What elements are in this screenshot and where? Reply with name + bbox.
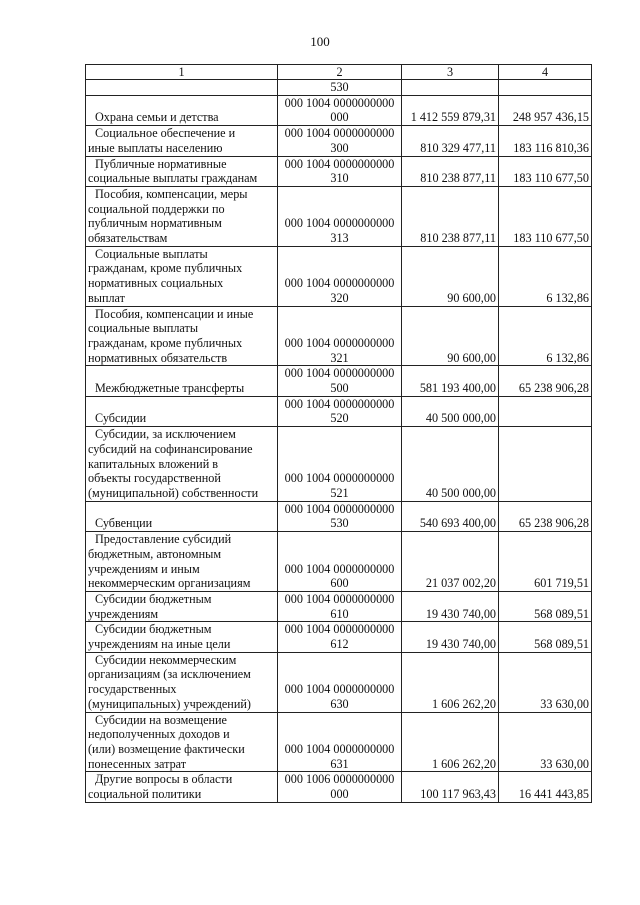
- row-name-cell: [86, 246, 278, 306]
- row-code-line: 310: [330, 171, 349, 186]
- row-code-line: 000 1004 0000000000: [284, 501, 395, 516]
- row-code-line: 000 1004 0000000000: [284, 591, 395, 606]
- row-name-line: Субсидии бюджетным: [95, 591, 212, 606]
- row-amount-col3: 581 193 400,00: [402, 366, 499, 396]
- table-row: [86, 591, 592, 621]
- row-name-cell: [86, 652, 278, 712]
- row-name-line: капитальных вложений в: [88, 456, 219, 471]
- row-code-cell: [278, 532, 402, 592]
- row-name-line: Предоставление субсидий: [95, 532, 232, 547]
- row-amount-col3: 810 329 477,11: [402, 126, 499, 156]
- row-name-line: бюджетным, автономным: [88, 546, 222, 561]
- row-code-cell: [278, 156, 402, 186]
- row-name-cell: [86, 126, 278, 156]
- table-row: [86, 246, 592, 306]
- row-code-line: 000 1004 0000000000: [284, 216, 395, 231]
- table-row: [86, 126, 592, 156]
- row-amount-col3: 90 600,00: [402, 306, 499, 366]
- row-name-line: Субсидии на возмещение: [95, 712, 227, 727]
- row-code-line: 000: [330, 110, 349, 125]
- row-code-line: 313: [330, 231, 349, 246]
- table-row: [86, 396, 592, 426]
- row-name-cell: [86, 622, 278, 652]
- row-name-cell: [86, 591, 278, 621]
- row-code-cell: [278, 246, 402, 306]
- table-row: [86, 532, 592, 592]
- table-row: [86, 186, 592, 246]
- row-name-cell: [86, 427, 278, 502]
- row-code-cell: [278, 622, 402, 652]
- row-name-line: социальной политики: [88, 787, 202, 802]
- row-name-line: Социальное обеспечение и: [95, 126, 236, 141]
- row-name-line: Субсидии, за исключением: [95, 427, 236, 442]
- row-code-cell: [278, 501, 402, 531]
- row-amount-col4: 33 630,00: [499, 652, 592, 712]
- row-code-line: 612: [330, 637, 349, 652]
- row-name-line: организациям (за исключением: [88, 667, 251, 682]
- table-row: [86, 366, 592, 396]
- table-row: [86, 501, 592, 531]
- column-header: 3: [402, 65, 499, 80]
- row-name-cell: [86, 366, 278, 396]
- row-name-line: нормативных обязательств: [88, 350, 228, 365]
- row-name-line: Субсидии бюджетным: [95, 622, 212, 637]
- row-code-line: 000 1004 0000000000: [284, 335, 395, 350]
- row-name-line: Охрана семьи и детства: [95, 110, 219, 125]
- row-code-cell: [278, 427, 402, 502]
- row-code-cell: [278, 396, 402, 426]
- row-amount-col3: 21 037 002,20: [402, 532, 499, 592]
- row-code-cell: [278, 366, 402, 396]
- table-row: [86, 156, 592, 186]
- row-name-line: гражданам, кроме публичных: [88, 335, 243, 350]
- row-code-cell: [278, 126, 402, 156]
- table-row: [86, 95, 592, 125]
- row-name-line: Социальные выплаты: [95, 246, 208, 261]
- row-code-line: 631: [330, 756, 349, 771]
- row-code-line: 321: [330, 350, 349, 365]
- table-row: [86, 652, 592, 712]
- row-name-line: Субвенции: [95, 516, 153, 531]
- row-name-line: Межбюджетные трансферты: [95, 381, 245, 396]
- table-row: [86, 80, 592, 96]
- row-amount-col4: [499, 396, 592, 426]
- row-name-line: гражданам, кроме публичных: [88, 261, 243, 276]
- row-code-line: 000 1004 0000000000: [284, 366, 395, 381]
- row-code-line: 610: [330, 606, 349, 621]
- row-name-line: (муниципальных) учреждений): [88, 696, 251, 711]
- row-code-cell: [278, 80, 402, 96]
- row-name-line: объекты государственной: [88, 471, 221, 486]
- row-code-line: 530: [330, 80, 349, 94]
- row-name-cell: [86, 712, 278, 772]
- row-amount-col3: 810 238 877,11: [402, 186, 499, 246]
- row-amount-col4: 16 441 443,85: [499, 772, 592, 802]
- row-name-cell: [86, 306, 278, 366]
- row-code-line: 000 1004 0000000000: [284, 741, 395, 756]
- row-name-line: выплат: [88, 290, 125, 305]
- row-name-line: социальной поддержки по: [88, 201, 225, 216]
- row-name-line: Пособия, компенсации и иные: [95, 306, 254, 321]
- row-code-line: 000 1004 0000000000: [284, 471, 395, 486]
- row-name-line: недополученных доходов и: [88, 727, 230, 742]
- row-code-cell: [278, 591, 402, 621]
- row-name-cell: [86, 186, 278, 246]
- row-name-line: социальные выплаты гражданам: [88, 171, 258, 186]
- row-amount-col4: [499, 80, 592, 96]
- row-name-line: Публичные нормативные: [95, 156, 227, 171]
- row-code-line: 000 1004 0000000000: [284, 561, 395, 576]
- row-amount-col4: 183 110 677,50: [499, 186, 592, 246]
- column-header: 4: [499, 65, 592, 80]
- row-code-line: 000 1004 0000000000: [284, 126, 395, 141]
- row-amount-col3: [402, 80, 499, 96]
- row-code-cell: [278, 772, 402, 802]
- row-code-cell: [278, 95, 402, 125]
- row-amount-col4: 183 116 810,36: [499, 126, 592, 156]
- row-name-line: публичным нормативным: [88, 216, 222, 231]
- row-code-line: 000 1004 0000000000: [284, 276, 395, 291]
- row-amount-col4: 248 957 436,15: [499, 95, 592, 125]
- budget-table: [85, 64, 592, 803]
- row-name-cell: [86, 95, 278, 125]
- row-name-cell: [86, 532, 278, 592]
- row-amount-col4: 65 238 906,28: [499, 366, 592, 396]
- row-name-line: социальные выплаты: [88, 321, 199, 336]
- row-amount-col4: 33 630,00: [499, 712, 592, 772]
- row-name-line: учреждениям на иные цели: [88, 637, 231, 652]
- row-amount-col3: 40 500 000,00: [402, 427, 499, 502]
- row-amount-col3: 540 693 400,00: [402, 501, 499, 531]
- row-amount-col3: 19 430 740,00: [402, 622, 499, 652]
- row-amount-col4: [499, 427, 592, 502]
- row-name-line: нормативных социальных: [88, 276, 224, 291]
- row-code-cell: [278, 712, 402, 772]
- row-name-line: Субсидии некоммерческим: [95, 652, 237, 667]
- row-code-line: 000 1004 0000000000: [284, 396, 395, 411]
- row-code-line: 530: [330, 516, 349, 531]
- row-code-line: 600: [330, 576, 349, 591]
- table-row: [86, 622, 592, 652]
- row-code-line: 000 1006 0000000000: [284, 772, 395, 787]
- row-name-line: (или) возмещение фактически: [88, 741, 245, 756]
- row-amount-col3: 90 600,00: [402, 246, 499, 306]
- row-name-line: учреждениям и иным: [88, 561, 200, 576]
- row-code-line: 500: [330, 381, 349, 396]
- row-code-line: 520: [330, 411, 349, 426]
- row-name-line: понесенных затрат: [88, 756, 187, 771]
- row-name-line: государственных: [88, 682, 177, 697]
- column-header: 1: [86, 65, 278, 80]
- row-name-line: иные выплаты населению: [88, 140, 223, 155]
- row-name-line: Пособия, компенсации, меры: [95, 186, 248, 201]
- table-row: [86, 712, 592, 772]
- row-amount-col4: 568 089,51: [499, 591, 592, 621]
- table-row: [86, 772, 592, 802]
- row-name-line: учреждениям: [88, 606, 159, 621]
- row-code-line: 000: [330, 787, 349, 802]
- row-amount-col4: 6 132,86: [499, 306, 592, 366]
- row-code-line: 000 1004 0000000000: [284, 156, 395, 171]
- row-name-cell: [86, 501, 278, 531]
- row-name-line: Субсидии: [95, 411, 147, 426]
- row-amount-col3: 40 500 000,00: [402, 396, 499, 426]
- row-code-line: 521: [330, 485, 349, 500]
- header-row: [86, 65, 592, 80]
- row-amount-col4: 568 089,51: [499, 622, 592, 652]
- row-name-cell: [86, 772, 278, 802]
- row-code-line: 320: [330, 290, 349, 305]
- row-amount-col4: 65 238 906,28: [499, 501, 592, 531]
- row-amount-col3: 100 117 963,43: [402, 772, 499, 802]
- row-code-line: 630: [330, 696, 349, 711]
- row-name-cell: [86, 396, 278, 426]
- row-amount-col3: 1 412 559 879,31: [402, 95, 499, 125]
- row-name-line: субсидий на софинансирование: [88, 441, 253, 456]
- row-name-line: обязательствам: [88, 231, 168, 246]
- row-code-cell: [278, 186, 402, 246]
- page-number: 100: [310, 34, 330, 49]
- row-amount-col3: 1 606 262,20: [402, 712, 499, 772]
- row-name-cell: [86, 156, 278, 186]
- row-name-line: (муниципальной) собственности: [88, 485, 259, 500]
- row-code-line: 000 1004 0000000000: [284, 622, 395, 637]
- row-amount-col4: 601 719,51: [499, 532, 592, 592]
- table-row: [86, 306, 592, 366]
- column-header: 2: [278, 65, 402, 80]
- row-amount-col3: 1 606 262,20: [402, 652, 499, 712]
- row-amount-col4: 6 132,86: [499, 246, 592, 306]
- row-code-cell: [278, 306, 402, 366]
- row-amount-col3: 19 430 740,00: [402, 591, 499, 621]
- table-row: [86, 427, 592, 502]
- row-amount-col3: 810 238 877,11: [402, 156, 499, 186]
- row-code-line: 300: [330, 140, 349, 155]
- row-name-cell: [86, 80, 278, 96]
- row-code-line: 000 1004 0000000000: [284, 682, 395, 697]
- row-code-line: 000 1004 0000000000: [284, 95, 395, 110]
- row-code-cell: [278, 652, 402, 712]
- row-name-line: Другие вопросы в области: [95, 772, 233, 787]
- row-name-line: некоммерческим организациям: [88, 576, 251, 591]
- row-amount-col4: 183 110 677,50: [499, 156, 592, 186]
